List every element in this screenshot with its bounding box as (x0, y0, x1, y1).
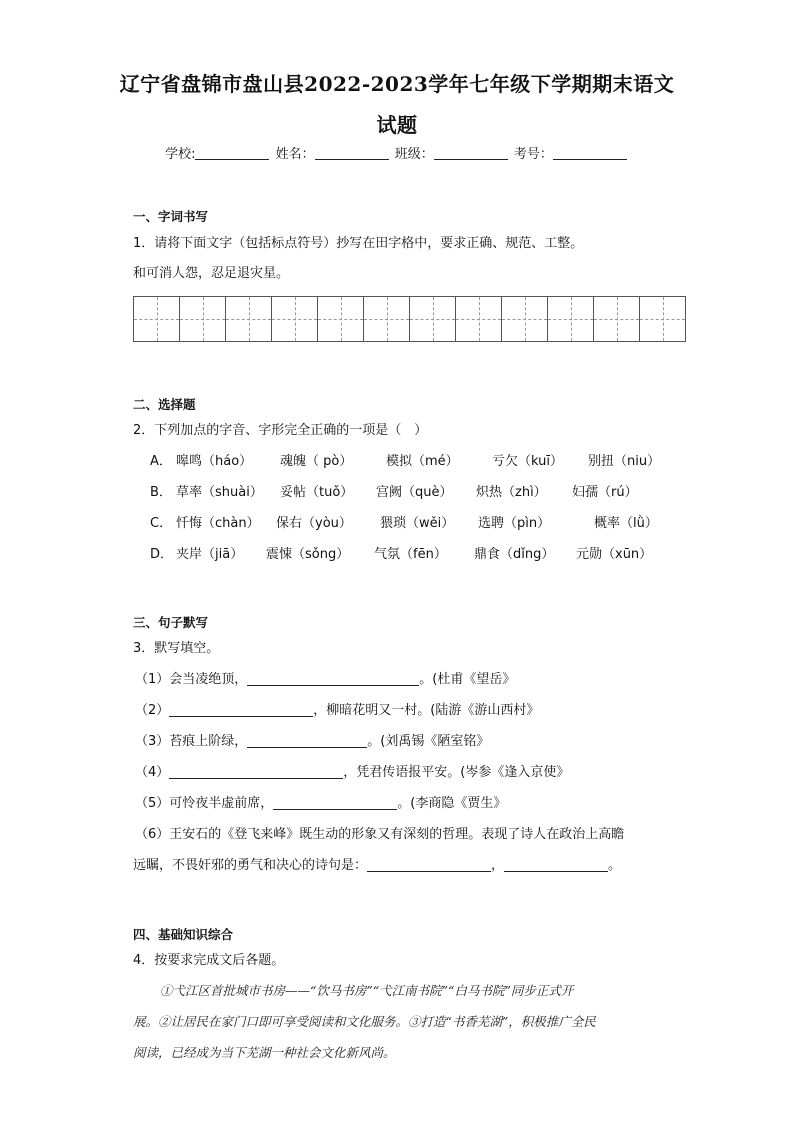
grid-cell[interactable] (456, 297, 502, 341)
question-4-prompt: 4．按要求完成文后各题。 (133, 953, 285, 968)
section-heading-2: 二、选择题 (133, 397, 196, 412)
fill-item-5: （5）可怜夜半虚前席， 。(李商隐《贾生》 (135, 796, 507, 811)
class-label: 班级： (394, 147, 434, 162)
answer-blank[interactable] (169, 764, 343, 779)
option-a[interactable]: A． 嗥鸣（háo） 魂魄（ pò） 模拟（mé） 亏欠（kuī） 别扭（niu） (150, 454, 661, 469)
passage-line-1: ①弋江区首批城市书房——“饮马书房”“弋江南书院”“白马书院”同步正式开 (160, 983, 574, 998)
class-blank[interactable] (434, 145, 508, 160)
page-title: 辽宁省盘锦市盘山县2022-2023学年七年级下学期期末语文 (119, 72, 675, 96)
answer-blank[interactable] (273, 795, 397, 810)
passage-line-3: 阅读，已经成为当下芜湖一种社会文化新风尚。 (133, 1045, 396, 1060)
passage-line-2: 展。②让居民在家门口即可享受阅读和文化服务。③打造“书香芜湖”，积极推广全民 (133, 1014, 596, 1029)
grid-cell[interactable] (410, 297, 456, 341)
grid-cell[interactable] (134, 297, 180, 341)
student-info-row (0, 145, 794, 164)
section-heading-1: 一、字词书写 (133, 209, 209, 224)
school-label: 学校: (165, 147, 196, 162)
grid-cell[interactable] (318, 297, 364, 341)
question-2-prompt: 2．下列加点的字音、字形完全正确的一项是（ ） (133, 423, 428, 438)
name-label: 姓名： (275, 147, 315, 162)
option-b[interactable]: B． 草率（shuài） 妥帖（tuǒ） 宫阙（què） 炽热（zhì） 妇孺（rú） (150, 485, 638, 500)
fill-item-6-line1: （6）王安石的《登飞来峰》既生动的形象又有深刻的哲理。表现了诗人在政治上高瞻 (135, 827, 625, 842)
question-3-prompt: 3．默写填空。 (133, 641, 220, 656)
name-blank[interactable] (315, 145, 389, 160)
answer-blank[interactable] (247, 733, 367, 748)
option-d[interactable]: D． 夹岸（jiā） 震悚（sǒng） 气氛（fēn） 鼎食（dǐng） 元勋（xūn） (150, 547, 653, 562)
fill-item-1: （1）会当凌绝顶， 。(杜甫《望岳》 (135, 672, 516, 687)
grid-cell[interactable] (502, 297, 548, 341)
grid-cell[interactable] (548, 297, 594, 341)
exam-number-blank[interactable] (553, 145, 627, 160)
fill-item-3: （3）苔痕上阶绿， 。(刘禹锡《陋室铭》 (135, 734, 490, 749)
question-1-text: 和可消人怨，忍足退灾星。 (133, 266, 290, 281)
tianzige-grid[interactable] (133, 296, 686, 342)
answer-blank[interactable] (504, 857, 608, 872)
answer-blank[interactable] (169, 702, 313, 717)
grid-cell[interactable] (640, 297, 685, 341)
section-heading-3: 三、句子默写 (133, 615, 209, 630)
grid-cell[interactable] (226, 297, 272, 341)
grid-cell[interactable] (594, 297, 640, 341)
answer-blank[interactable] (367, 857, 491, 872)
section-heading-4: 四、基础知识综合 (133, 927, 234, 942)
school-blank[interactable] (195, 145, 269, 160)
page-title-line2: 试题 (376, 113, 418, 137)
fill-item-2: （2） ，柳暗花明又一村。(陆游《游山西村》 (135, 703, 540, 718)
grid-cell[interactable] (180, 297, 226, 341)
grid-cell[interactable] (272, 297, 318, 341)
exam-number-label: 考号： (513, 147, 553, 162)
question-1-prompt: 1．请将下面文字（包括标点符号）抄写在田字格中，要求正确、规范、工整。 (133, 236, 584, 251)
fill-item-4: （4） ，凭君传语报平安。(岑参《逢入京使》 (135, 765, 570, 780)
grid-cell[interactable] (364, 297, 410, 341)
fill-item-6-line2: 远瞩，不畏奸邪的勇气和决心的诗句是： ， 。 (133, 858, 622, 873)
answer-blank[interactable] (247, 671, 419, 686)
option-c[interactable]: C． 忏悔（chàn） 保右（yòu） 猥琐（wěi） 选聘（pìn） 概率（lǜ） (150, 516, 658, 531)
